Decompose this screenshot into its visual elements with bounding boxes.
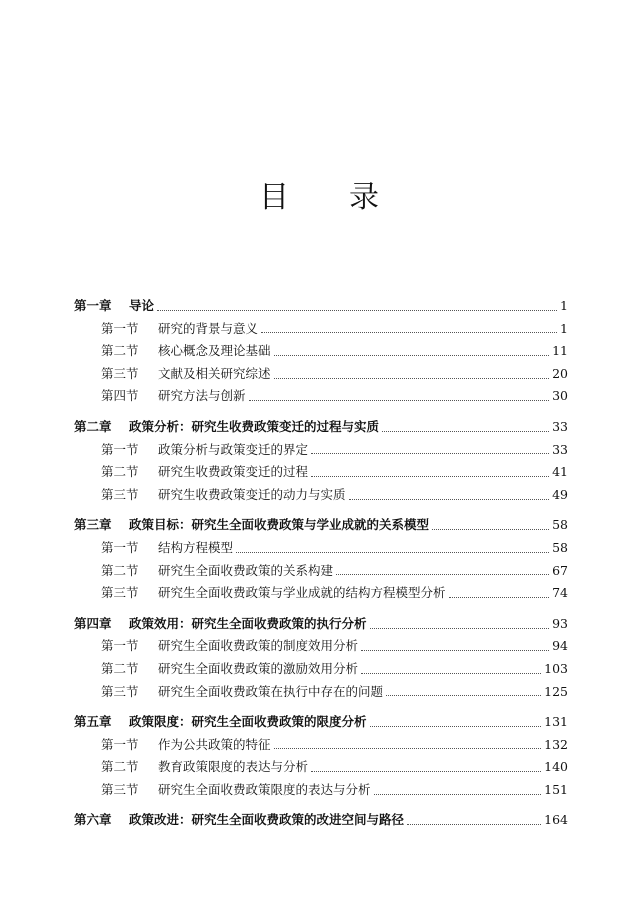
section-entry[interactable] bbox=[74, 636, 568, 659]
section-entry[interactable] bbox=[74, 735, 568, 758]
dot-leader bbox=[386, 695, 541, 696]
chapter-title: 导论 bbox=[129, 298, 155, 313]
section-entry[interactable] bbox=[74, 485, 568, 508]
dot-leader bbox=[157, 310, 557, 311]
page-number: 33 bbox=[552, 441, 568, 457]
section-title: 作为公共政策的特征 bbox=[158, 736, 271, 752]
page-number: 20 bbox=[552, 365, 568, 381]
page-number: 41 bbox=[552, 464, 568, 480]
chapter-label: 第一章 bbox=[74, 298, 112, 313]
chapter-block bbox=[74, 810, 568, 833]
section-title: 政策分析与政策变迁的界定 bbox=[158, 441, 309, 457]
chapter-block bbox=[74, 712, 568, 802]
dot-leader bbox=[274, 355, 550, 356]
dot-leader bbox=[374, 794, 542, 795]
section-label: 第二节 bbox=[101, 660, 139, 676]
chapter-entry[interactable] bbox=[74, 515, 568, 538]
page-number: 1 bbox=[560, 320, 568, 336]
section-entry[interactable] bbox=[74, 583, 568, 606]
dot-leader bbox=[311, 771, 541, 772]
dot-leader bbox=[382, 431, 549, 432]
chapter-title: 政策效用：研究生全面收费政策的执行分析 bbox=[129, 615, 367, 631]
section-label: 第三节 bbox=[101, 683, 139, 699]
page-number: 11 bbox=[552, 343, 568, 359]
chapter-label: 第五章 bbox=[74, 714, 112, 730]
page-title bbox=[0, 178, 638, 218]
chapter-block bbox=[74, 296, 568, 409]
section-label: 第一节 bbox=[101, 320, 139, 336]
chapter-entry[interactable] bbox=[74, 712, 568, 735]
page-number: 93 bbox=[552, 615, 568, 631]
dot-leader bbox=[311, 453, 549, 454]
section-label: 第二节 bbox=[101, 464, 139, 480]
section-label: 第二节 bbox=[101, 343, 139, 359]
section-entry[interactable] bbox=[74, 538, 568, 561]
dot-leader bbox=[407, 824, 541, 825]
page-number: 125 bbox=[544, 683, 568, 699]
section-entry[interactable] bbox=[74, 682, 568, 705]
section-label: 第一节 bbox=[101, 638, 139, 654]
dot-leader bbox=[236, 552, 549, 553]
page-number: 58 bbox=[552, 539, 568, 555]
page-number: 132 bbox=[544, 736, 568, 752]
section-title: 研究生全面收费政策的激励效用分析 bbox=[158, 660, 359, 676]
section-title: 研究生收费政策变迁的过程 bbox=[158, 464, 309, 480]
section-label: 第一节 bbox=[101, 539, 139, 555]
dot-leader bbox=[311, 476, 549, 477]
chapter-block bbox=[74, 417, 568, 507]
section-title: 研究生全面收费政策限度的表达与分析 bbox=[158, 781, 371, 797]
section-title: 研究生全面收费政策在执行中存在的问题 bbox=[158, 683, 384, 699]
section-entry[interactable] bbox=[74, 319, 568, 342]
section-title: 研究方法与创新 bbox=[158, 388, 246, 404]
chapter-label: 第六章 bbox=[74, 812, 112, 828]
page-number: 103 bbox=[544, 660, 568, 676]
section-label: 第四节 bbox=[101, 388, 139, 404]
section-entry[interactable] bbox=[74, 780, 568, 803]
dot-leader bbox=[249, 400, 550, 401]
page-number: 131 bbox=[544, 714, 568, 730]
section-title: 研究生全面收费政策的制度效用分析 bbox=[158, 638, 359, 654]
section-entry[interactable] bbox=[74, 386, 568, 409]
page-number: 58 bbox=[552, 517, 568, 533]
section-title: 研究生收费政策变迁的动力与实质 bbox=[158, 486, 346, 502]
section-entry[interactable] bbox=[74, 341, 568, 364]
chapter-label: 第三章 bbox=[74, 517, 112, 533]
page-number: 164 bbox=[544, 812, 568, 828]
section-entry[interactable] bbox=[74, 440, 568, 463]
dot-leader bbox=[370, 726, 542, 727]
chapter-title: 政策目标：研究生全面收费政策与学业成就的关系模型 bbox=[129, 517, 430, 533]
page-number: 151 bbox=[544, 781, 568, 797]
chapter-entry[interactable] bbox=[74, 810, 568, 833]
section-title: 结构方程模型 bbox=[158, 539, 234, 555]
title-char-2: 录 bbox=[349, 180, 379, 215]
page-number: 94 bbox=[552, 638, 568, 654]
section-label: 第一节 bbox=[101, 736, 139, 752]
page-number: 30 bbox=[552, 388, 568, 404]
dot-leader bbox=[361, 650, 549, 651]
section-title: 研究生全面收费政策与学业成就的结构方程模型分析 bbox=[158, 585, 446, 601]
dot-leader bbox=[261, 332, 557, 333]
section-label: 第三节 bbox=[101, 365, 139, 381]
chapter-title: 政策限度：研究生全面收费政策的限度分析 bbox=[129, 714, 367, 730]
section-label: 第三节 bbox=[101, 585, 139, 601]
page-number: 67 bbox=[552, 562, 568, 578]
dot-leader bbox=[274, 748, 542, 749]
section-label: 第三节 bbox=[101, 486, 139, 502]
section-title: 研究生全面收费政策的关系构建 bbox=[158, 562, 334, 578]
section-title: 文献及相关研究综述 bbox=[158, 365, 271, 381]
chapter-label: 第二章 bbox=[74, 418, 112, 434]
chapter-entry[interactable] bbox=[74, 296, 568, 319]
section-entry[interactable] bbox=[74, 561, 568, 584]
section-label: 第二节 bbox=[101, 759, 139, 775]
section-entry[interactable] bbox=[74, 757, 568, 780]
page-number: 140 bbox=[544, 759, 568, 775]
section-title: 核心概念及理论基础 bbox=[158, 343, 271, 359]
chapter-entry[interactable] bbox=[74, 417, 568, 440]
chapter-entry[interactable] bbox=[74, 614, 568, 637]
dot-leader bbox=[336, 574, 549, 575]
section-label: 第三节 bbox=[101, 781, 139, 797]
chapter-title: 政策改进：研究生全面收费政策的改进空间与路径 bbox=[129, 812, 405, 828]
page-number: 74 bbox=[552, 585, 568, 601]
section-title: 教育政策限度的表达与分析 bbox=[158, 759, 309, 775]
page-number: 49 bbox=[552, 486, 568, 502]
table-of-contents bbox=[74, 296, 568, 841]
chapter-label: 第四章 bbox=[74, 615, 112, 631]
section-entry[interactable] bbox=[74, 462, 568, 485]
dot-leader bbox=[274, 378, 550, 379]
page-number: 1 bbox=[560, 298, 568, 313]
section-title: 研究的背景与意义 bbox=[158, 320, 259, 336]
chapter-block bbox=[74, 614, 568, 704]
section-entry[interactable] bbox=[74, 659, 568, 682]
dot-leader bbox=[449, 597, 550, 598]
title-char-1: 目 bbox=[259, 180, 289, 215]
chapter-title: 政策分析：研究生收费政策变迁的过程与实质 bbox=[129, 418, 380, 434]
section-entry[interactable] bbox=[74, 364, 568, 387]
dot-leader bbox=[370, 628, 550, 629]
dot-leader bbox=[361, 673, 541, 674]
page-number: 33 bbox=[552, 418, 568, 434]
chapter-block bbox=[74, 515, 568, 605]
section-label: 第一节 bbox=[101, 441, 139, 457]
section-label: 第二节 bbox=[101, 562, 139, 578]
dot-leader bbox=[432, 529, 549, 530]
dot-leader bbox=[349, 499, 550, 500]
